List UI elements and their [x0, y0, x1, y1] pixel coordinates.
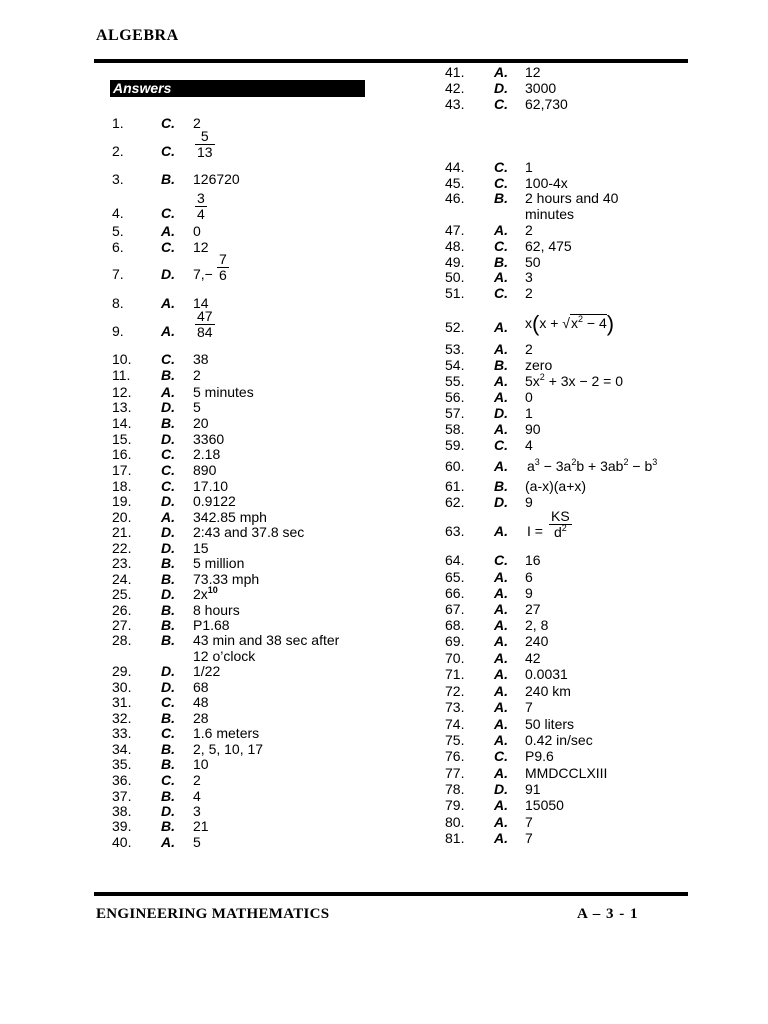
- answer-letter: A.: [494, 683, 508, 699]
- answer-value: 7: [525, 830, 533, 846]
- answer-value: 43 min and 38 sec after: [193, 632, 340, 648]
- answer-letter: D.: [161, 663, 175, 679]
- answer-letter: D.: [161, 679, 175, 695]
- answer-letter: D.: [161, 493, 175, 509]
- question-number: 55.: [445, 373, 465, 389]
- bottom-rule: [94, 892, 688, 896]
- question-number: 47.: [445, 222, 465, 238]
- answer-letter: A.: [494, 421, 508, 437]
- answer-letter: C.: [161, 143, 175, 159]
- answer-letter: C.: [161, 725, 175, 741]
- answer-letter: C.: [161, 694, 175, 710]
- answer-letter: A.: [494, 650, 508, 666]
- answer-letter: B.: [161, 741, 175, 757]
- answer-letter: A.: [494, 64, 508, 80]
- exponent: 2: [571, 457, 577, 467]
- answer-value: 3: [525, 269, 533, 285]
- answer-value: MMDCCLXIII: [525, 765, 608, 781]
- answer-letter: B.: [161, 788, 175, 804]
- answer-letter: D.: [494, 80, 508, 96]
- answer-value: 0: [193, 223, 201, 239]
- answer-letter: B.: [161, 555, 175, 571]
- answer-letter: A.: [494, 222, 508, 238]
- answer-value: 27: [525, 601, 541, 617]
- question-number: 6.: [112, 239, 124, 255]
- answer-letter: A.: [161, 834, 175, 850]
- answer-letter: D.: [161, 399, 175, 415]
- answer-letter: A.: [494, 732, 508, 748]
- question-number: 69.: [445, 633, 465, 649]
- answer-letter: C.: [161, 239, 175, 255]
- answer-letter: D.: [494, 781, 508, 797]
- question-number: 62.: [445, 494, 465, 510]
- fraction: [195, 309, 215, 340]
- question-number: 65.: [445, 569, 465, 585]
- open-paren: (: [532, 311, 540, 336]
- answer-letter: A.: [494, 523, 508, 539]
- question-number: 28.: [112, 632, 132, 648]
- answer-value: 100-4x: [525, 175, 568, 191]
- fraction-numerator: 5: [200, 128, 209, 144]
- exponent: 3: [652, 457, 658, 467]
- question-number: 11.: [112, 367, 131, 383]
- answer-letter: C.: [494, 175, 508, 191]
- answer-value: 10: [193, 756, 209, 772]
- answer-letter: A.: [494, 716, 508, 732]
- answer-letter: A.: [494, 797, 508, 813]
- answer-value-continued: minutes: [525, 206, 575, 222]
- answer-value: 48: [193, 694, 209, 710]
- question-number: 81.: [445, 830, 465, 846]
- answer-value: 7: [525, 814, 533, 830]
- answer-letter: D.: [161, 524, 175, 540]
- question-number: 80.: [445, 814, 465, 830]
- answer-value: 342.85 mph: [193, 509, 267, 525]
- answer-value: 5 minutes: [193, 384, 254, 400]
- top-rule: [94, 59, 688, 63]
- answer-value: 3: [193, 803, 201, 819]
- answer-letter: C.: [161, 351, 175, 367]
- answer-value: 42: [525, 650, 541, 666]
- question-number: 37.: [112, 788, 132, 804]
- exponent: 10: [207, 585, 218, 595]
- answer-value: 73.33 mph: [193, 571, 260, 587]
- answer-value: 2: [525, 222, 533, 238]
- answer-value: 2, 5, 10, 17: [193, 741, 264, 757]
- answer-value: 12: [525, 64, 541, 80]
- answer-value: 15050: [525, 797, 564, 813]
- answer-value: 68: [193, 679, 209, 695]
- question-number: 73.: [445, 699, 465, 715]
- answer-value: 5 million: [193, 555, 245, 571]
- question-number: 8.: [112, 295, 124, 311]
- answer-letter: B.: [161, 602, 175, 618]
- answer-letter: A.: [494, 765, 508, 781]
- answer-letter: C.: [494, 96, 508, 112]
- answer-letter: A.: [161, 295, 175, 311]
- question-number: 44.: [445, 159, 465, 175]
- answer-value: 4: [525, 437, 533, 453]
- answer-letter: B.: [161, 617, 175, 633]
- question-number: 10.: [112, 351, 132, 367]
- close-paren: ): [606, 311, 615, 336]
- answer-letter: A.: [494, 319, 508, 335]
- answer-letter: B.: [161, 756, 175, 772]
- question-number: 79.: [445, 797, 465, 813]
- question-number: 34.: [112, 741, 132, 757]
- answer-letter: C.: [161, 115, 175, 131]
- question-number: 48.: [445, 238, 465, 254]
- answer-value: 1: [525, 159, 533, 175]
- question-number: 17.: [112, 462, 132, 478]
- question-number: 54.: [445, 357, 465, 373]
- question-number: 24.: [112, 571, 132, 587]
- question-number: 46.: [445, 190, 465, 206]
- answer-letter: A.: [494, 699, 508, 715]
- answer-value: $x(x + √x^2 - 4)$: [525, 311, 615, 336]
- answer-value: 0.42 in/sec: [525, 732, 593, 748]
- answer-value: 12: [193, 239, 209, 255]
- question-number: 20.: [112, 509, 132, 525]
- answer-letter: C.: [161, 772, 175, 788]
- answer-letter: B.: [161, 632, 175, 648]
- question-number: 42.: [445, 80, 465, 96]
- answer-letter: B.: [161, 415, 175, 431]
- answer-letter: A.: [161, 223, 175, 239]
- question-number: 78.: [445, 781, 465, 797]
- question-number: 50.: [445, 269, 465, 285]
- answer-letter: A.: [161, 384, 175, 400]
- fraction-numerator: 7: [219, 251, 227, 267]
- question-number: 26.: [112, 602, 132, 618]
- answer-value: 3360: [193, 431, 225, 447]
- exponent: 2: [539, 372, 545, 382]
- question-number: 66.: [445, 585, 465, 601]
- answer-value: 38: [193, 351, 209, 367]
- answer-value: $a^3 - 3a^2b + 3ab^2 - b^3$: [527, 457, 658, 474]
- question-number: 13.: [112, 399, 132, 415]
- question-number: 36.: [112, 772, 132, 788]
- question-number: 59.: [445, 437, 465, 453]
- answer-letter: B.: [161, 367, 175, 383]
- question-number: 9.: [112, 323, 124, 339]
- fraction: [217, 252, 229, 283]
- answer-value: 2: [525, 341, 533, 357]
- page-header-title: ALGEBRA: [96, 27, 179, 44]
- fraction-denominator: 6: [219, 267, 227, 283]
- answers-heading: Answers: [110, 80, 365, 97]
- question-number: 25.: [112, 586, 132, 602]
- answer-letter: A.: [494, 666, 508, 682]
- question-number: 60.: [445, 458, 465, 474]
- question-number: 38.: [112, 803, 132, 819]
- exponent: 3: [534, 457, 540, 467]
- answer-value: 9: [525, 585, 533, 601]
- question-number: 74.: [445, 716, 465, 732]
- question-number: 76.: [445, 748, 465, 764]
- question-number: 43.: [445, 96, 465, 112]
- question-number: 64.: [445, 552, 465, 568]
- answer-letter: D.: [161, 586, 175, 602]
- question-number: 57.: [445, 405, 465, 421]
- question-number: 35.: [112, 756, 132, 772]
- question-number: 33.: [112, 725, 132, 741]
- answer-value: 7: [525, 699, 533, 715]
- question-number: 18.: [112, 478, 132, 494]
- answer-value: 2, 8: [525, 617, 549, 633]
- question-number: 45.: [445, 175, 465, 191]
- question-number: 31.: [112, 694, 132, 710]
- fraction-numerator: 3: [197, 190, 205, 206]
- question-number: 49.: [445, 254, 465, 270]
- answer-value: 1/22: [193, 663, 221, 679]
- answer-letter: D.: [161, 803, 175, 819]
- fraction-denominator: 84: [197, 324, 213, 340]
- answer-value: P9.6: [525, 748, 554, 764]
- sqrt-radicand: $x^2 - 4$: [570, 314, 607, 331]
- question-number: 77.: [445, 765, 465, 781]
- answer-letter: C.: [494, 748, 508, 764]
- fraction: [195, 191, 207, 222]
- answer-letter: A.: [494, 269, 508, 285]
- question-number: 3.: [112, 171, 124, 187]
- exponent: 2: [561, 523, 567, 533]
- answer-value: 50: [525, 254, 541, 270]
- answer-value: 20: [193, 415, 209, 431]
- answer-letter: A.: [494, 830, 508, 846]
- question-number: 29.: [112, 663, 132, 679]
- answer-value: 2:43 and 37.8 sec: [193, 524, 305, 540]
- answer-value: 2.18: [193, 446, 221, 462]
- answer-letter: B.: [494, 254, 508, 270]
- question-number: 39.: [112, 818, 132, 834]
- footer-book-title: ENGINEERING MATHEMATICS: [96, 906, 330, 922]
- answer-value: 5: [193, 399, 201, 415]
- answer-letter: C.: [494, 159, 508, 175]
- answer-value: 2: [193, 367, 201, 383]
- question-number: 72.: [445, 683, 465, 699]
- answer-letter: C.: [494, 285, 508, 301]
- answer-value-continued: 12 o’clock: [193, 648, 256, 664]
- question-number: 40.: [112, 834, 132, 850]
- answer-value: (a-x)(a+x): [525, 478, 587, 494]
- question-number: 5.: [112, 223, 124, 239]
- question-number: 61.: [445, 478, 465, 494]
- answer-letter: B.: [161, 171, 175, 187]
- question-number: 75.: [445, 732, 465, 748]
- answer-value: I =: [527, 523, 543, 539]
- answer-letter: D.: [494, 494, 508, 510]
- answer-value: 16: [525, 552, 541, 568]
- answer-value: 2 hours and 40: [525, 190, 619, 206]
- question-number: 22.: [112, 540, 132, 556]
- answer-letter: A.: [494, 341, 508, 357]
- question-number: 41.: [445, 64, 465, 80]
- answer-value: 90: [525, 421, 541, 437]
- answer-letter: C.: [494, 437, 508, 453]
- question-number: 16.: [112, 446, 132, 462]
- answer-value: 50 liters: [525, 716, 575, 732]
- question-number: 51.: [445, 285, 465, 301]
- answer-value: 4: [193, 788, 201, 804]
- fraction-denominator: $d^2$: [549, 524, 572, 540]
- answer-letter: B.: [161, 818, 175, 834]
- answer-value: 1: [525, 405, 533, 421]
- answer-letter: C.: [161, 446, 175, 462]
- answer-letter: A.: [494, 373, 508, 389]
- fraction: [195, 129, 215, 160]
- answer-letter: D.: [494, 405, 508, 421]
- answer-value: 3000: [525, 80, 557, 96]
- question-number: 15.: [112, 431, 132, 447]
- question-number: 58.: [445, 421, 465, 437]
- answer-value: 240 km: [525, 683, 571, 699]
- answer-letter: C.: [161, 205, 175, 221]
- question-number: 21.: [112, 524, 132, 540]
- answer-letter: D.: [161, 431, 175, 447]
- answer-value: 6: [525, 569, 533, 585]
- question-number: 70.: [445, 650, 465, 666]
- answer-value: 2: [525, 285, 533, 301]
- answer-value: 62, 475: [525, 238, 572, 254]
- fraction-denominator: 4: [197, 206, 205, 222]
- question-number: 2.: [112, 143, 124, 159]
- footer-page-number: A – 3 - 1: [577, 906, 639, 922]
- question-number: 56.: [445, 389, 465, 405]
- question-number: 71.: [445, 666, 465, 682]
- exponent: 2: [577, 314, 583, 324]
- answer-letter: D.: [161, 540, 175, 556]
- question-number: 1.: [112, 115, 124, 131]
- answer-value: 126720: [193, 171, 240, 187]
- answer-value: 14: [193, 295, 209, 311]
- question-number: 7.: [112, 266, 124, 282]
- answer-letter: C.: [494, 552, 508, 568]
- answer-letter: A.: [494, 569, 508, 585]
- fraction: [549, 509, 572, 540]
- question-number: 52.: [445, 319, 465, 335]
- answer-value: $2x^{10}$: [193, 585, 218, 602]
- question-number: 19.: [112, 493, 132, 509]
- answer-value: 1.6 meters: [193, 725, 260, 741]
- answer-letter: A.: [494, 633, 508, 649]
- answer-value: 0.0031: [525, 666, 568, 682]
- answer-letter: A.: [494, 458, 508, 474]
- answer-value: 240: [525, 633, 549, 649]
- answer-letter: A.: [494, 814, 508, 830]
- question-number: 63.: [445, 523, 465, 539]
- question-number: 23.: [112, 555, 132, 571]
- answer-letter: A.: [161, 323, 175, 339]
- answer-value: 2: [193, 115, 201, 131]
- answer-value: 7,−: [193, 266, 213, 282]
- answer-value: zero: [525, 357, 553, 373]
- question-number: 32.: [112, 710, 132, 726]
- answer-value: 17.10: [193, 478, 229, 494]
- answer-value: $5x^2 + 3x - 2 = 0$: [525, 372, 624, 389]
- answer-value: 890: [193, 462, 217, 478]
- fraction-numerator: 47: [197, 308, 213, 324]
- answer-value: 0: [525, 389, 533, 405]
- answer-value: P1.68: [193, 617, 230, 633]
- answer-letter: C.: [161, 478, 175, 494]
- answer-letter: C.: [494, 238, 508, 254]
- exponent: 2: [623, 457, 629, 467]
- question-number: 4.: [112, 205, 124, 221]
- answer-value: 0.9122: [193, 493, 236, 509]
- fraction-numerator: KS: [551, 508, 570, 524]
- question-number: 53.: [445, 341, 465, 357]
- answer-value: 8 hours: [193, 602, 240, 618]
- answer-value: 21: [193, 818, 209, 834]
- answer-letter: B.: [161, 710, 175, 726]
- answer-letter: C.: [161, 462, 175, 478]
- answer-value: 28: [193, 710, 209, 726]
- answer-letter: B.: [494, 478, 508, 494]
- answer-value: 15: [193, 540, 209, 556]
- fraction-denominator: 13: [197, 144, 213, 160]
- answer-letter: B.: [494, 357, 508, 373]
- question-number: 30.: [112, 679, 132, 695]
- answer-letter: A.: [494, 585, 508, 601]
- answer-letter: A.: [494, 601, 508, 617]
- question-number: 27.: [112, 617, 132, 633]
- answer-value: 62,730: [525, 96, 568, 112]
- answer-value: 91: [525, 781, 541, 797]
- answer-letter: A.: [494, 389, 508, 405]
- question-number: 67.: [445, 601, 465, 617]
- answer-letter: A.: [494, 617, 508, 633]
- answer-letter: D.: [161, 266, 175, 282]
- answer-letter: B.: [161, 571, 175, 587]
- question-number: 12.: [112, 384, 132, 400]
- answer-value: 5: [193, 834, 201, 850]
- question-number: 68.: [445, 617, 465, 633]
- answer-letter: B.: [494, 190, 508, 206]
- answer-value: 9: [525, 494, 533, 510]
- answer-value: 2: [193, 772, 201, 788]
- question-number: 14.: [112, 415, 132, 431]
- answer-letter: A.: [161, 509, 175, 525]
